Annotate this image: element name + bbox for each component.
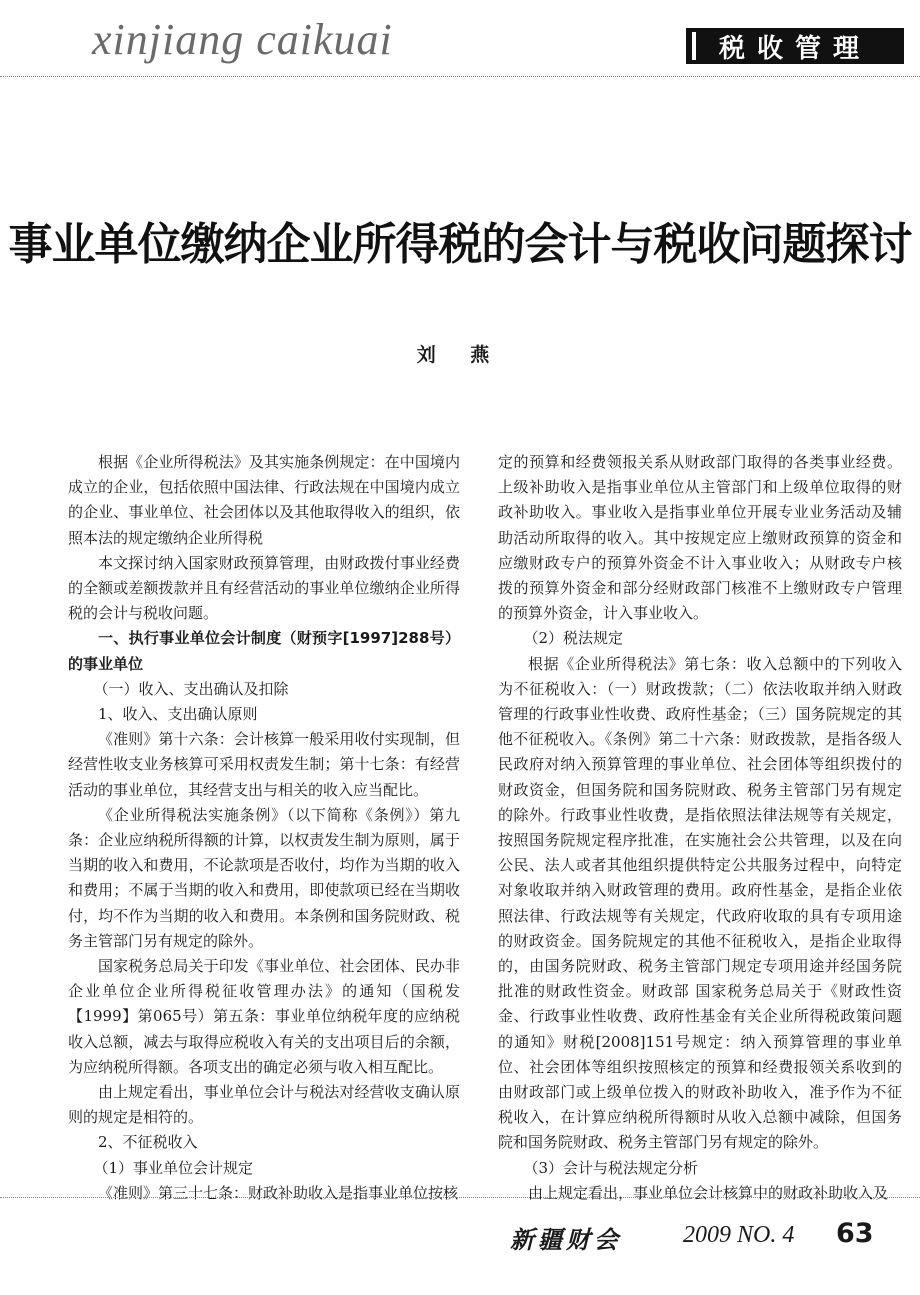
paragraph: 由上规定看出，事业单位会计核算中的财政补助收入及 bbox=[528, 1183, 889, 1202]
section-label: 税收管理 bbox=[718, 33, 871, 64]
section-tag bbox=[686, 28, 904, 64]
footer-journal-name: 新疆财会 bbox=[510, 1225, 622, 1254]
paragraph: 本文探讨纳入国家财政预算管理，由财政拨付事业经费的全额或差额拨款并且有经营活动的事业单位缴纳企业所得税的会计与税收问题。 bbox=[68, 553, 460, 623]
header-divider bbox=[0, 76, 920, 77]
right-column bbox=[498, 450, 902, 1206]
article-title: 事业单位缴纳企业所得税的会计与税收问题探讨 bbox=[8, 219, 912, 270]
tag-bar-icon bbox=[692, 32, 696, 60]
paragraph: 《准则》第十六条：会计核算一般采用收付实现制，但经营性收支业务核算可采用权责发生制；第十七条：有经营活动的事业单位，其经营支出与相关的收入应当配比。 bbox=[68, 730, 460, 799]
paragraph: 定的预算和经费领报关系从财政部门取得的各类事业经费。上级补助收入是指事业单位从主管部门和上级单位取得的财政补助收入。事业收入是指事业单位开展专业业务活动及辅助活动所取得的收入。其中按规定应上缴财政预算的资金和应缴财政专户的预算外资金不计入事业收入；从财政专户核拨的预算外资金和部分经财政部门核准不上缴财政专户管理的预算外资金，计入事业收入。 bbox=[498, 453, 902, 623]
page-number: 63 bbox=[836, 1218, 874, 1249]
journal-brand: xinjiang caikuai bbox=[92, 15, 393, 64]
section-heading: 一、执行事业单位会计制度（财预字[1997]288号）的事业单位 bbox=[68, 629, 460, 673]
left-column bbox=[68, 450, 460, 1206]
subheading: （1）事业单位会计规定 bbox=[93, 1158, 254, 1177]
subheading: （2）税法规定 bbox=[523, 629, 624, 648]
footer-issue: 2009 NO. 4 bbox=[683, 1222, 795, 1248]
paragraph: 《准则》第三十七条：财政补助收入是指事业单位按核 bbox=[98, 1183, 459, 1202]
paragraph: 1、收入、支出确认原则 bbox=[98, 705, 258, 724]
paragraph: 根据《企业所得税法》及其实施条例规定：在中国境内成立的企业，包括依照中国法律、行政法规在中国境内成立的企业、事业单位、社会团体以及其他取得收入的组织，依照本法的规定缴纳企业所得税 bbox=[68, 453, 460, 547]
paragraph: 由上规定看出，事业单位会计与税法对经营收支确认原则的规定是相符的。 bbox=[68, 1083, 460, 1127]
paragraph: 《企业所得税法实施条例》（以下简称《条例》）第九条：企业应纳税所得额的计算，以权责发生制为原则，属于当期的收入和费用，不论款项是否收付，均作为当期的收入和费用；不属于当期的收入和费用，即使款项已经在当期收付，均不作为当期的收入和费用。本条例和国务院财政、税务主管部门另有规定的除外。 bbox=[68, 805, 460, 950]
footer-divider bbox=[0, 1197, 920, 1198]
paragraph: 2、不征税收入 bbox=[98, 1133, 198, 1152]
subheading: （3）会计与税法规定分析 bbox=[523, 1158, 699, 1177]
article-author: 刘 燕 bbox=[416, 344, 504, 366]
subheading: （一）收入、支出确认及扣除 bbox=[93, 679, 289, 698]
paragraph: 国家税务总局关于印发《事业单位、社会团体、民办非企业单位企业所得税征收管理办法》的通知（国税发【1999】第065号）第五条：事业单位纳税年度的应纳税收入总额，减去与取得应税收入有关的支出项目后的余额，为应纳税所得额。各项支出的确定必须与收入相互配比。 bbox=[68, 957, 460, 1076]
paragraph: 根据《企业所得税法》第七条：收入总额中的下列收入为不征税收入：（一）财政拨款；（二）依法收取并纳入财政管理的行政事业性收费、政府性基金；（三）国务院规定的其他不征税收入。《条例》第二十六条：财政拨款，是指各级人民政府对纳入预算管理的事业单位、社会团体等组织拨付的财政资金，但国务院和国务院财政、税务主管部门另有规定的除外。行政事业性收费，是指依照法律法规等有关规定，按照国务院规定程序批准，在实施社会公共管理，以及在向公民、法人或者其他组织提供特定公共服务过程中，向特定对象收取并纳入财政管理的费用。政府性基金，是指企业依照法律、行政法规等有关规定，代政府收取的具有专项用途的财政资金。国务院规定的其他不征税收入，是指企业取得的，由国务院财政、税务主管部门规定专项用途并经国务院批准的财政性资金。财政部 国家税务总局关于《财政性资金、行政事业性收费、政府性基金有关企业所得税政策问题的通知》财税[2008]151号规定：纳入预算管理的事业单位、社会团体等组织按照核定的预算和经费报领关系收到的由财政部门或上级单位拨入的财政补助收入，准予作为不征税收入，在计算应纳税所得额时从收入总额中减除，但国务院和国务院财政、税务主管部门另有规定的除外。 bbox=[498, 654, 902, 1152]
